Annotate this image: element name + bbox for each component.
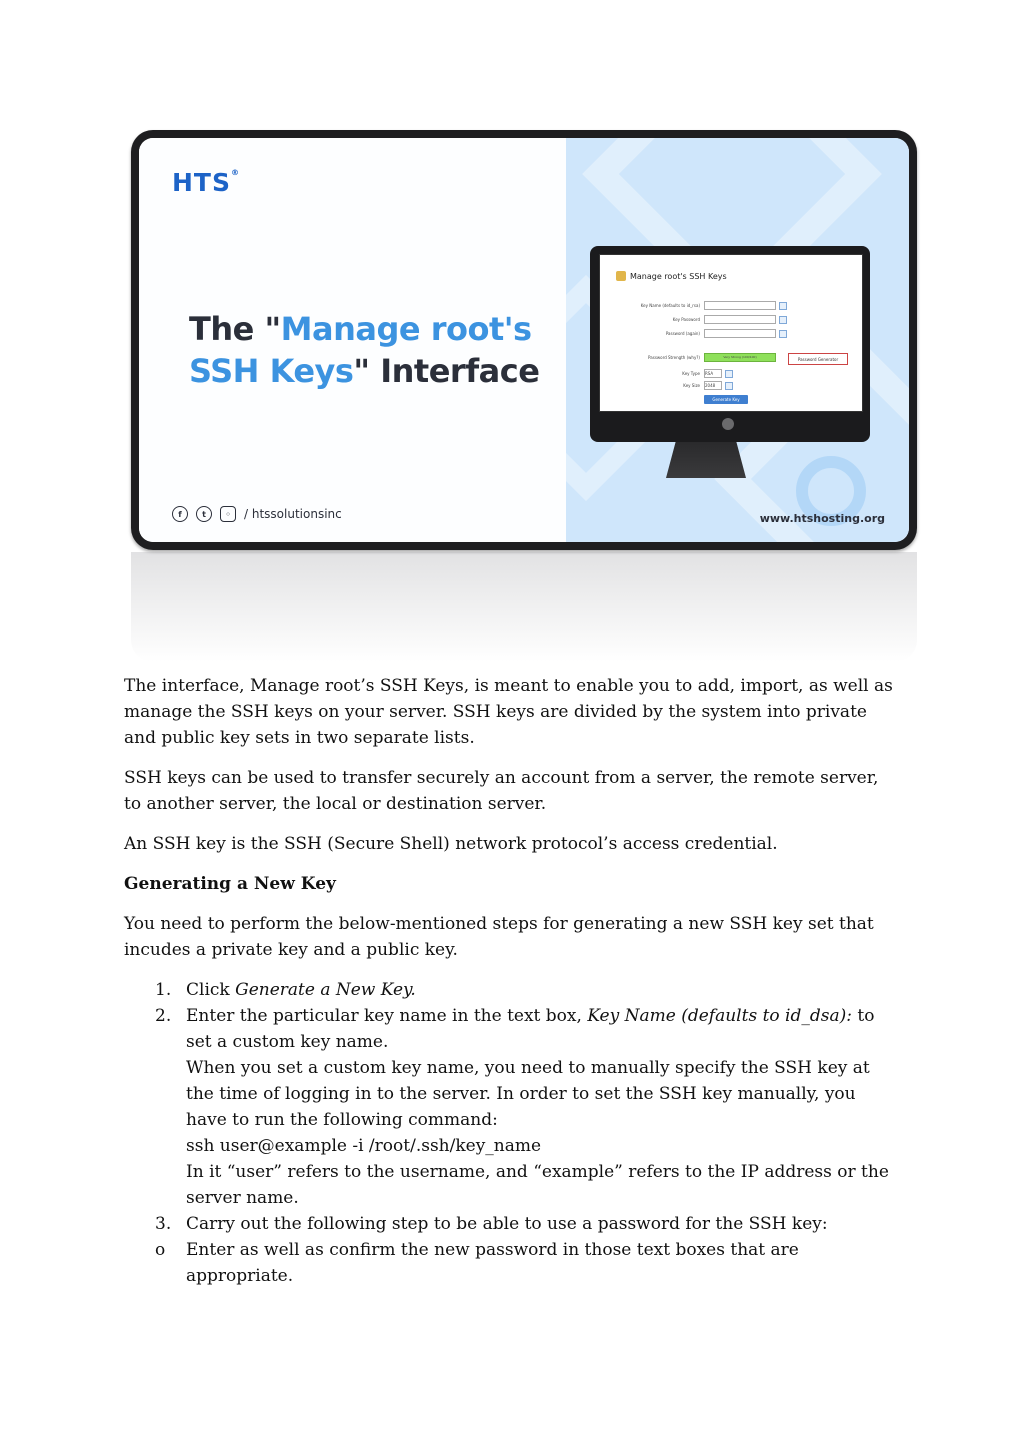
intro-paragraph: The interface, Manage root’s SSH Keys, is meant to enable you to add, import, as well as manage the SSH keys on your server. SSH keys are divided by the system into private and public key sets in two separate lists. [124,676,893,748]
facebook-icon: f [172,506,188,522]
monitor-illustration [590,246,870,442]
generate-key-button: Generate Key [704,395,748,404]
key-password-row: Key Password [610,315,787,324]
key-size-row: Key Size 2048 [610,381,733,390]
transfer-paragraph: SSH keys can be used to transfer securely an account from a server, the remote server, to another server, the local or destination server. [124,768,879,814]
steps-list [124,977,899,1289]
steps-intro: You need to perform the below-mentioned steps for generating a new SSH key set that incudes a private key and a public key. [124,914,874,960]
step-1: 1. Click Generate a New Key. [155,980,416,1000]
ssh-command: ssh user@example -i /root/.ssh/key_name [186,1136,542,1156]
ssh-keys-ui-preview [599,254,863,412]
monitor-stand [666,442,746,478]
step-2-detail: When you set a custom key name, you need to manually specify the SSH key at the time of logging in to the server. In order to set the SSH key manually, you have to run the following command: [186,1058,870,1130]
definition-paragraph: An SSH key is the SSH (Secure Shell) network protocol’s access credential. [124,834,778,854]
website-url: www.htshosting.org [759,512,885,525]
step-3-substeps [124,1237,899,1289]
banner-reflection [131,552,917,662]
hts-logo: HTS® [172,168,240,197]
banner-screen [139,138,909,542]
banner-right-panel [566,138,909,542]
twitter-icon: t [196,506,212,522]
step-2-note: In it “user” refers to the username, and “example” refers to the IP address or the server name. [186,1162,889,1208]
social-links [172,506,342,522]
substep: o Enter as well as confirm the new password in those text boxes that are appropriate. [155,1240,799,1286]
apple-logo-icon [722,418,734,430]
banner-left-panel [139,138,566,542]
document-body [124,673,899,1289]
instagram-icon: ◦ [220,506,236,522]
step-2: 2. Enter the particular key name in the text box, Key Name (defaults to id_dsa): to set a custom key name. When you set a custom key name, you need to manually specify the SSH key at the time of logging in to the server. In order to set the SSH key manually, you have to run the following command: ssh user@example -i /root/.ssh/key_name In it “user” refers to the username, and “example” refers to the IP address or the server name. [124,1003,899,1211]
step-3: 3. Carry out the following step to be able to use a password for the SSH key: o Enter as well as confirm the new password in those text boxes that are appropriate. [124,1211,899,1289]
banner-headline: The "Manage root's SSH Keys" Interface [189,310,540,390]
ui-title: Manage root's SSH Keys [616,271,727,281]
key-type-row: Key Type RSA [610,369,733,378]
password-generator-button: Password Generator [788,353,848,365]
key-icon [616,271,626,281]
key-name-row: Key Name (defaults to id_rsa) [610,301,787,310]
password-again-row: Password (again) [610,329,787,338]
social-handle: / htssolutionsinc [244,507,342,521]
section-heading: Generating a New Key [124,874,336,894]
password-strength-row: Password Strength (why?) Very Strong (100/100) [610,353,776,362]
banner-image [131,130,917,550]
